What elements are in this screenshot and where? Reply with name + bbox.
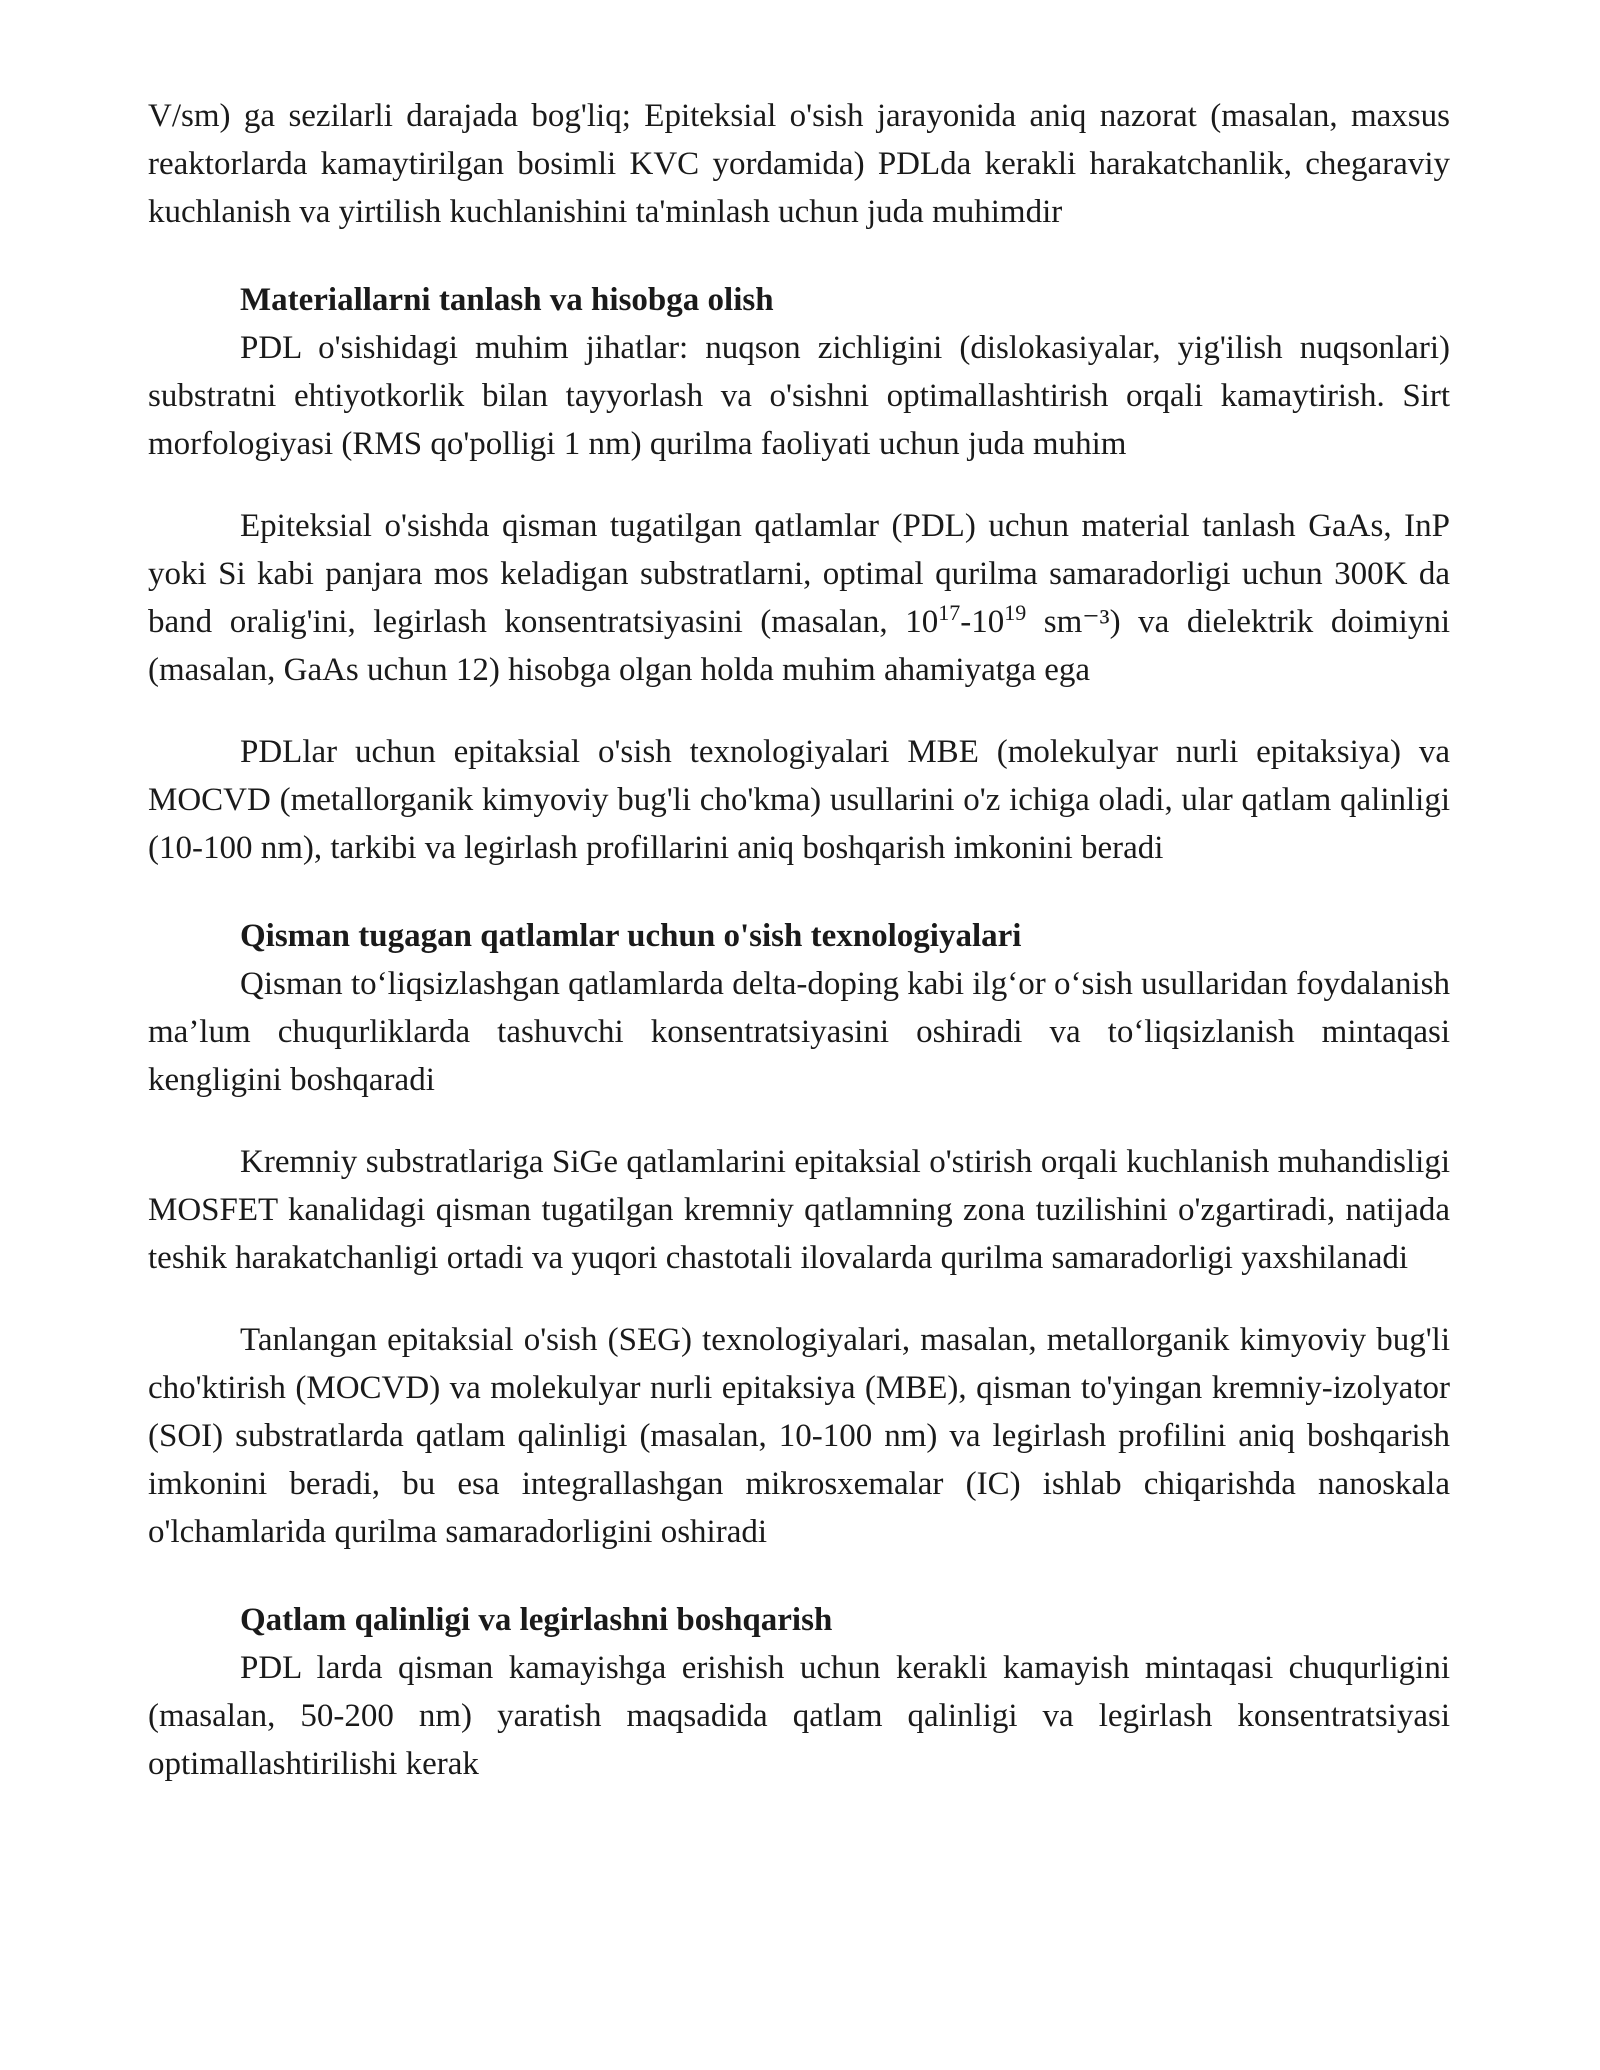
exponent-19: 19 [1004, 600, 1027, 625]
paragraph-materials-2-part-c: sm⁻³) va dielektrik doimiyni (masalan, GaAs uchun 12) hisobga olgan holda muhim ahamiyatga ega [148, 604, 1450, 688]
heading-growth: Qisman tugagan qatlamlar uchun o'sish texnologiyalari [240, 918, 1022, 954]
document-page [148, 92, 1450, 1788]
paragraph-growth-2: Kremniy substratlariga SiGe qatlamlarini epitaksial o'stirish orqali kuchlanish muhandisligi MOSFET kanalidagi qisman tugatilgan kremniy qatlamning zona tuzilishini o'zgartiradi, natijada teshik harakatchanligi ortadi va yuqori chastotali ilovalarda qurilma samaradorligi yaxshilanadi [148, 1144, 1450, 1276]
paragraph-thickness-1: PDL larda qisman kamayishga erishish uchun kerakli kamayish mintaqasi chuqurligini (masalan, 50-200 nm) yaratish maqsadida qatlam qalinligi va legirlash konsentratsiyasi optimallashtirilishi kerak [148, 1650, 1450, 1782]
paragraph-intro: V/sm) ga sezilarli darajada bog'liq; Epiteksial o'sish jarayonida aniq nazorat (masalan, maxsus reaktorlarda kamaytirilgan bosimli KVC yordamida) PDLda kerakli harakatchanlik, chegaraviy kuchlanish va yirtilish kuchlanishini ta'minlash uchun juda muhimdir [148, 98, 1450, 230]
paragraph-materials-2-part-b: -10 [960, 604, 1005, 640]
paragraph-materials-3: PDLlar uchun epitaksial o'sish texnologiyalari MBE (molekulyar nurli epitaksiya) va MOCVD (metallorganik kimyoviy bug'li cho'kma) usullarini o'z ichiga oladi, ular qatlam qalinligi (10-100 nm), tarkibi va legirlash profillarini aniq boshqarish imkonini beradi [148, 734, 1450, 866]
heading-thickness: Qatlam qalinligi va legirlashni boshqarish [240, 1602, 833, 1638]
paragraph-materials-2-part-a: Epiteksial o'sishda qisman tugatilgan qatlamlar (PDL) uchun material tanlash GaAs, InP yoki Si kabi panjara mos keladigan substratlarni, optimal qurilma samaradorligi uchun 300K da band oralig'ini, legirlash konsentratsiyasini (masalan, 10 [148, 508, 1450, 640]
paragraph-growth-3: Tanlangan epitaksial o'sish (SEG) texnologiyalari, masalan, metallorganik kimyoviy bug'li cho'ktirish (MOCVD) va molekulyar nurli epitaksiya (MBE), qisman to'yingan kremniy-izolyator (SOI) substratlarda qatlam qalinligi (masalan, 10-100 nm) va legirlash profilini aniq boshqarish imkonini beradi, bu esa integrallashgan mikrosxemalar (IC) ishlab chiqarishda nanoskala o'lchamlarida qurilma samaradorligini oshiradi [148, 1322, 1450, 1550]
paragraph-materials-1: PDL o'sishidagi muhim jihatlar: nuqson zichligini (dislokasiyalar, yig'ilish nuqsonlari) substratni ehtiyotkorlik bilan tayyorlash va o'sishni optimallashtirish orqali kamaytirish. Sirt morfologiyasi (RMS qo'polligi 1 nm) qurilma faoliyati uchun juda muhim [148, 330, 1450, 462]
exponent-17: 17 [938, 600, 961, 625]
paragraph-growth-1: Qisman to‘liqsizlashgan qatlamlarda delta-doping kabi ilg‘or o‘sish usullaridan foydalanish ma’lum chuqurliklarda tashuvchi konsentratsiyasini oshiradi va to‘liqsizlanish mintaqasi kengligini boshqaradi [148, 966, 1450, 1098]
paragraph-materials-2 [148, 502, 1450, 694]
heading-materials: Materiallarni tanlash va hisobga olish [240, 282, 774, 318]
